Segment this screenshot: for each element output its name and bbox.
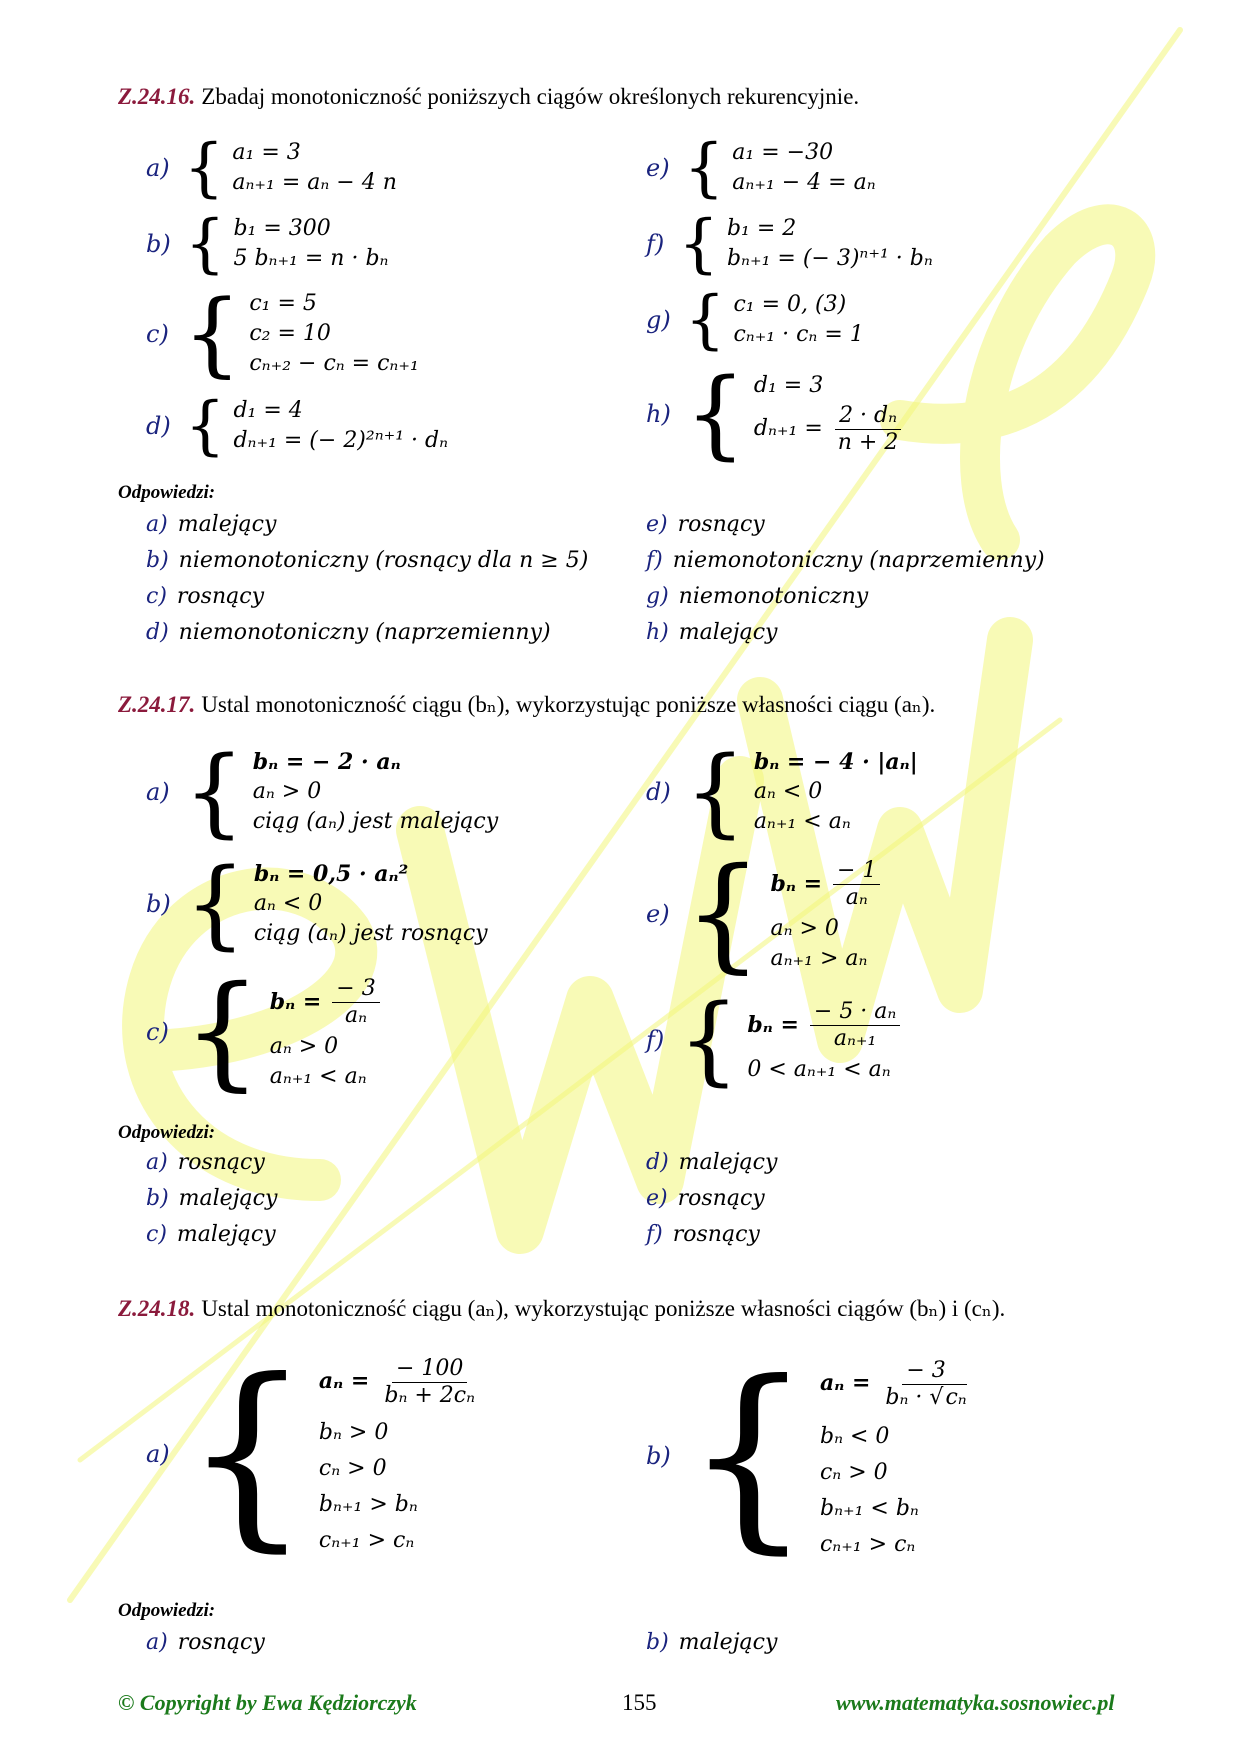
system-h: [646, 358, 906, 470]
answer-item: [646, 548, 1045, 573]
system-b: [146, 848, 488, 960]
fraction-numerator: − 1: [833, 858, 880, 885]
answer-item: [146, 548, 588, 573]
equation-lhs: bₙ =: [269, 988, 322, 1015]
equation-line: cₙ₊₁ > cₙ: [318, 1528, 415, 1553]
system-a: [146, 131, 397, 205]
task-text: Ustal monotoniczność ciągu (bₙ), wykorzystując poniższe własności ciągu (aₙ).: [201, 692, 936, 717]
equation-line: [270, 973, 384, 1032]
equation-line: bₙ₊₁ < bₙ: [819, 1496, 919, 1521]
equation-line: aₙ > 0: [269, 1033, 339, 1059]
equation-line: bₙ = 0,5 · aₙ²: [253, 861, 409, 887]
equation-line: aₙ < 0: [753, 779, 823, 804]
equation-line: 0 < aₙ₊₁ < aₙ: [747, 1056, 891, 1082]
item-label: b): [146, 890, 171, 918]
left-brace: {: [684, 736, 746, 848]
answer-item: [146, 1630, 265, 1655]
answer-label: a): [146, 1630, 168, 1655]
equation-line: a₁ = 3: [232, 140, 301, 165]
equation-line: aₙ₊₁ > aₙ: [770, 945, 868, 971]
equation-line: c₁ = 0, (3): [733, 292, 847, 317]
left-brace: {: [184, 389, 226, 463]
task-number: Z.24.18.: [118, 1296, 196, 1321]
answer-item: [146, 1186, 277, 1211]
answer-text: malejący: [176, 1222, 276, 1247]
answer-item: [146, 584, 264, 609]
fraction-numerator: − 3: [902, 1358, 949, 1385]
sqrt-radicand: cₙ: [945, 1384, 967, 1410]
left-brace: {: [684, 358, 746, 470]
fraction-denominator: [881, 1385, 970, 1411]
equation-line: cₙ > 0: [819, 1460, 888, 1485]
answer-item: [646, 584, 868, 609]
task-heading: [118, 84, 859, 110]
answer-label: a): [146, 512, 168, 537]
left-brace: {: [683, 131, 725, 205]
answer-text: malejący: [678, 1630, 778, 1655]
left-brace: {: [684, 1338, 812, 1572]
equation-line: [319, 1348, 483, 1415]
fraction-denominator: aₙ₊₁: [833, 1026, 877, 1051]
item-label: e): [646, 154, 670, 182]
answer-text: rosnący: [177, 1630, 265, 1655]
task-text: Zbadaj monotoniczność poniższych ciągów określonych rekurencyjnie.: [201, 84, 860, 109]
equation-line: bₙ = − 4 · |aₙ|: [753, 749, 918, 775]
system-c: [146, 960, 384, 1104]
answer-label: b): [646, 1630, 669, 1655]
system-e: [646, 131, 876, 205]
equation-line: cₙ₊₁ · cₙ = 1: [733, 322, 864, 347]
equation-lhs: bₙ =: [747, 1011, 799, 1038]
equation-line: [747, 996, 904, 1055]
equation-line: aₙ₊₁ = aₙ − 4 n: [232, 170, 397, 195]
answer-text: malejący: [178, 1186, 278, 1211]
fraction-denominator: aₙ: [344, 1003, 368, 1028]
equation-line: aₙ > 0: [770, 915, 839, 941]
answer-text: rosnący: [677, 1186, 765, 1211]
fraction-numerator: 2 · dₙ: [835, 403, 901, 430]
left-brace: {: [683, 842, 763, 986]
equation-line: bₙ = − 2 · aₙ: [252, 749, 401, 775]
item-label: h): [646, 400, 671, 428]
left-brace: {: [183, 131, 225, 205]
answer-text: rosnący: [177, 1150, 265, 1175]
system-f: [646, 207, 933, 281]
answer-text: niemonotoniczny: [678, 584, 869, 609]
left-brace: {: [184, 207, 226, 281]
answer-text: malejący: [678, 620, 778, 645]
equation-lhs: aₙ =: [318, 1368, 370, 1394]
equation-line: [820, 1348, 975, 1419]
left-brace: {: [678, 984, 740, 1096]
answer-label: b): [146, 548, 169, 573]
answers-title: Odpowiedzi:: [118, 1122, 216, 1143]
equation-lhs: dₙ₊₁ =: [753, 416, 823, 441]
equation-line: c₁ = 5: [249, 291, 317, 316]
equation-line: b₁ = 300: [233, 216, 331, 241]
fraction-denominator: n + 2: [837, 429, 899, 455]
system-d: [146, 389, 449, 463]
equation-line: aₙ < 0: [253, 891, 323, 916]
equation-line: bₙ₊₁ > bₙ: [318, 1492, 418, 1517]
answers-title: Odpowiedzi:: [118, 1600, 216, 1621]
item-label: f): [646, 230, 665, 258]
fraction: [834, 403, 903, 456]
answer-label: d): [646, 1150, 669, 1175]
task-heading: [118, 692, 935, 718]
fraction-numerator: − 100: [392, 1356, 467, 1383]
equation-line: aₙ₊₁ < aₙ: [269, 1063, 367, 1089]
sqrt-icon: √: [929, 1384, 944, 1410]
equation-line: aₙ > 0: [252, 779, 322, 804]
answer-item: [646, 1186, 765, 1211]
equation-lhs: aₙ =: [819, 1370, 871, 1396]
system-d: [646, 736, 918, 848]
answer-label: f): [646, 1222, 663, 1247]
answer-label: b): [146, 1186, 169, 1211]
equation-line: 5 bₙ₊₁ = n · bₙ: [233, 246, 389, 271]
system-g: [646, 283, 864, 357]
equation-line: cₙ₊₂ − cₙ = cₙ₊₁: [249, 351, 419, 376]
equation-line: ciąg (aₙ) jest malejący: [252, 809, 499, 834]
left-brace: {: [184, 848, 246, 960]
item-label: d): [146, 412, 171, 440]
answer-label: e): [646, 512, 668, 537]
system-b: [646, 1338, 975, 1572]
item-label: b): [646, 1441, 671, 1470]
left-brace: {: [684, 283, 726, 357]
answer-item: [646, 1222, 760, 1247]
equation-line: bₙ < 0: [819, 1424, 890, 1449]
answer-label: g): [646, 584, 669, 609]
item-label: d): [646, 778, 671, 806]
equation-line: cₙ > 0: [318, 1456, 387, 1481]
system-f: [646, 984, 904, 1096]
answer-item: [646, 1630, 777, 1655]
system-e: [646, 842, 884, 986]
equation-line: aₙ₊₁ − 4 = aₙ: [732, 170, 876, 195]
answer-item: [146, 1150, 265, 1175]
fraction: [380, 1356, 479, 1409]
item-label: a): [146, 1439, 170, 1468]
answer-label: c): [146, 1222, 167, 1247]
denominator-term: bₙ ·: [885, 1384, 923, 1410]
item-label: a): [146, 154, 170, 182]
equation-line: bₙ > 0: [318, 1420, 389, 1445]
copyright: © Copyright by Ewa Kędziorczyk: [118, 1690, 417, 1715]
fraction-denominator: aₙ: [845, 885, 868, 910]
left-brace: {: [182, 960, 262, 1104]
answer-text: malejący: [177, 512, 277, 537]
answer-item: [646, 512, 765, 537]
system-a: [146, 736, 499, 848]
answer-item: [146, 620, 551, 645]
answer-item: [146, 1222, 276, 1247]
page-number: 155: [622, 1690, 657, 1715]
fraction: [810, 999, 900, 1052]
answer-label: a): [146, 1150, 168, 1175]
item-label: f): [646, 1026, 665, 1054]
fraction: [881, 1358, 970, 1411]
website-link[interactable]: www.matematyka.sosnowiec.pl: [836, 1690, 1115, 1715]
answer-text: malejący: [678, 1150, 778, 1175]
left-brace: {: [678, 207, 719, 281]
answer-text: niemonotoniczny (naprzemienny): [672, 548, 1045, 573]
equation-line: dₙ₊₁ = (− 2)²ⁿ⁺¹ · dₙ: [233, 428, 449, 453]
answer-item: [646, 620, 778, 645]
answer-item: [646, 1150, 777, 1175]
equation-line: c₂ = 10: [249, 321, 331, 346]
equation-line: [754, 401, 906, 457]
left-brace: {: [183, 1336, 311, 1570]
system-b: [146, 207, 389, 281]
item-label: b): [146, 230, 171, 258]
fraction-denominator: bₙ + 2cₙ: [384, 1382, 476, 1408]
answer-label: d): [146, 620, 169, 645]
item-label: g): [646, 306, 671, 334]
equation-line: ciąg (aₙ) jest rosnący: [253, 921, 488, 946]
task-heading: [118, 1296, 1005, 1322]
item-label: c): [146, 320, 169, 348]
item-label: e): [646, 900, 670, 928]
answer-text: rosnący: [176, 584, 264, 609]
answer-text: niemonotoniczny (naprzemienny): [178, 620, 551, 645]
system-c: [146, 280, 419, 387]
answer-text: rosnący: [677, 512, 765, 537]
fraction: [833, 858, 880, 911]
system-a: [146, 1336, 483, 1570]
equation-line: bₙ₊₁ = (− 3)ⁿ⁺¹ · bₙ: [726, 246, 933, 271]
answer-text: rosnący: [672, 1222, 760, 1247]
equation-line: aₙ₊₁ < aₙ: [753, 809, 851, 834]
fraction-numerator: − 5 · aₙ: [810, 999, 900, 1026]
item-label: c): [146, 1018, 169, 1046]
equation-line: d₁ = 4: [233, 398, 303, 423]
answer-label: e): [646, 1186, 668, 1211]
answer-label: f): [646, 548, 663, 573]
answer-text: niemonotoniczny (rosnący dla n ≥ 5): [178, 548, 589, 573]
fraction-numerator: − 3: [332, 976, 379, 1003]
answer-label: h): [646, 620, 669, 645]
answers-title: Odpowiedzi:: [118, 482, 216, 503]
task-number: Z.24.16.: [118, 84, 196, 109]
item-label: a): [146, 778, 170, 806]
equation-lhs: bₙ =: [770, 870, 823, 897]
task-number: Z.24.17.: [118, 692, 196, 717]
equation-line: cₙ₊₁ > cₙ: [819, 1532, 916, 1557]
equation-line: b₁ = 2: [726, 216, 797, 241]
answer-label: c): [146, 584, 167, 609]
fraction: [332, 976, 379, 1029]
equation-line: [770, 855, 884, 914]
answer-item: [146, 512, 276, 537]
equation-line: d₁ = 3: [753, 373, 824, 398]
left-brace: {: [183, 736, 245, 848]
task-text: Ustal monotoniczność ciągu (aₙ), wykorzystując poniższe własności ciągów (bₙ) i (cₙ).: [201, 1296, 1006, 1321]
left-brace: {: [182, 280, 242, 387]
equation-line: a₁ = −30: [732, 140, 834, 165]
